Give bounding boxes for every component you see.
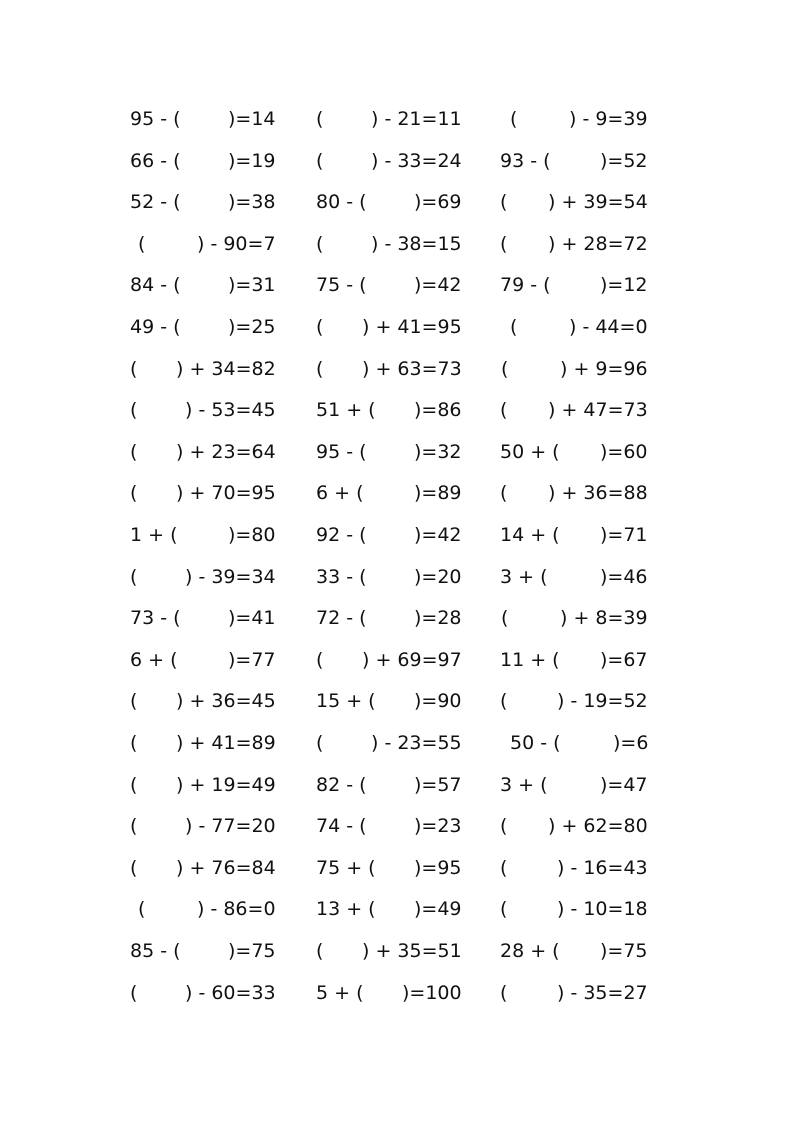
equation: [130, 440, 276, 464]
equation: [500, 648, 648, 672]
equation-left-part: (: [316, 233, 324, 255]
equation-left-part: (: [130, 815, 138, 837]
equation: [316, 149, 462, 173]
equation-right-part: ) - 33=24: [371, 150, 462, 172]
equation-right-part: ) - 86=0: [197, 898, 276, 920]
equation-left-part: (: [500, 815, 508, 837]
equation-left-part: 3 + (: [500, 774, 548, 796]
equation-right-part: ) + 19=49: [176, 774, 276, 796]
equation: [130, 357, 276, 381]
equation: [130, 606, 276, 630]
equation: [500, 939, 648, 963]
equation-right-part: )=6: [613, 732, 649, 754]
equation: [130, 689, 276, 713]
equation: [500, 981, 648, 1005]
equation: [130, 190, 276, 214]
equation-left-part: 3 + (: [500, 566, 548, 588]
equation: [316, 523, 462, 547]
equation-left-part: 49 - (: [130, 316, 181, 338]
equation: [316, 773, 462, 797]
equation: [130, 565, 276, 589]
equation: [500, 523, 648, 547]
equation-right-part: )=69: [414, 191, 462, 213]
equation-right-part: )=46: [600, 566, 648, 588]
equation: [316, 939, 462, 963]
equation-right-part: )=89: [414, 482, 462, 504]
equation: [130, 481, 276, 505]
equation: [500, 357, 648, 381]
equation-right-part: )=42: [414, 524, 462, 546]
equation-left-part: (: [316, 732, 324, 754]
equation-right-part: ) - 77=20: [185, 815, 276, 837]
equation-left-part: 6 + (: [316, 482, 364, 504]
equation-left-part: 79 - (: [500, 274, 551, 296]
equation-left-part: 66 - (: [130, 150, 181, 172]
equation-right-part: ) + 63=73: [362, 358, 462, 380]
equation-left-part: (: [500, 399, 508, 421]
equation: [500, 606, 648, 630]
equation-right-part: ) - 35=27: [557, 982, 648, 1004]
equation-right-part: ) + 62=80: [548, 815, 648, 837]
equation-right-part: )=28: [414, 607, 462, 629]
equation-right-part: )=25: [228, 316, 276, 338]
equation: [316, 565, 462, 589]
equation: [130, 107, 276, 131]
equation-right-part: )=71: [600, 524, 648, 546]
equation-left-part: 95 - (: [130, 108, 181, 130]
equation: [316, 273, 462, 297]
equation: [316, 440, 462, 464]
equation: [500, 565, 648, 589]
equation-left-part: (: [138, 233, 146, 255]
equation-left-part: (: [500, 482, 508, 504]
equation-right-part: )=95: [414, 857, 462, 879]
equation-right-part: )=86: [414, 399, 462, 421]
equation-left-part: 84 - (: [130, 274, 181, 296]
equation: [316, 232, 462, 256]
equation: [316, 190, 462, 214]
equation-left-part: (: [130, 566, 138, 588]
equation-right-part: )=90: [414, 690, 462, 712]
equation-right-part: ) + 34=82: [176, 358, 276, 380]
equation-right-part: ) - 38=15: [371, 233, 462, 255]
equation-right-part: )=100: [402, 982, 462, 1004]
equation: [316, 315, 462, 339]
equation-right-part: ) - 10=18: [557, 898, 648, 920]
equation-left-part: (: [130, 857, 138, 879]
equation: [500, 398, 648, 422]
equation-left-part: (: [500, 898, 508, 920]
equation: [130, 232, 276, 256]
equation-left-part: 14 + (: [500, 524, 560, 546]
equation-left-part: (: [130, 399, 138, 421]
equation: [130, 273, 276, 297]
equation: [500, 440, 648, 464]
equation: [500, 814, 648, 838]
equation-left-part: 33 - (: [316, 566, 367, 588]
equation: [130, 981, 276, 1005]
equation-left-part: (: [500, 233, 508, 255]
equation-right-part: ) - 16=43: [557, 857, 648, 879]
equation-left-part: (: [138, 898, 146, 920]
equation-right-part: ) + 9=96: [560, 358, 648, 380]
equation-right-part: ) - 44=0: [569, 316, 648, 338]
equation: [130, 731, 276, 755]
equation-left-part: 51 + (: [316, 399, 376, 421]
equation: [316, 398, 462, 422]
equation-right-part: )=38: [228, 191, 276, 213]
equation: [500, 315, 648, 339]
equation: [500, 190, 648, 214]
equation-right-part: )=41: [228, 607, 276, 629]
equation-right-part: ) - 23=55: [371, 732, 462, 754]
equation-right-part: )=12: [600, 274, 648, 296]
equation-left-part: (: [500, 982, 508, 1004]
equation: [316, 897, 462, 921]
equation-left-part: 1 + (: [130, 524, 178, 546]
equation-right-part: ) + 39=54: [548, 191, 648, 213]
equation-right-part: ) + 70=95: [176, 482, 276, 504]
equation-left-part: (: [316, 108, 324, 130]
equation-right-part: ) + 47=73: [548, 399, 648, 421]
equation-left-part: (: [510, 108, 518, 130]
equation-left-part: 13 + (: [316, 898, 376, 920]
equation-right-part: ) + 76=84: [176, 857, 276, 879]
equation-right-part: ) - 53=45: [185, 399, 276, 421]
equation-right-part: ) + 28=72: [548, 233, 648, 255]
equation-left-part: 50 - (: [510, 732, 561, 754]
equation-left-part: 92 - (: [316, 524, 367, 546]
equation: [316, 357, 462, 381]
equation: [130, 149, 276, 173]
equation: [316, 606, 462, 630]
equation: [316, 856, 462, 880]
equation: [130, 315, 276, 339]
equation-right-part: )=32: [414, 441, 462, 463]
equation: [500, 107, 648, 131]
equation: [316, 981, 462, 1005]
equation-left-part: (: [130, 358, 138, 380]
equation-left-part: 73 - (: [130, 607, 181, 629]
equation-left-part: 28 + (: [500, 940, 560, 962]
equation-right-part: )=57: [414, 774, 462, 796]
equation-right-part: )=80: [228, 524, 276, 546]
equation-right-part: )=23: [414, 815, 462, 837]
equation-left-part: (: [316, 150, 324, 172]
equation: [316, 731, 462, 755]
equation-left-part: (: [501, 358, 509, 380]
equation-right-part: )=67: [600, 649, 648, 671]
equation: [130, 648, 276, 672]
equation-right-part: )=49: [414, 898, 462, 920]
equation-left-part: (: [316, 649, 324, 671]
equation-right-part: ) + 36=45: [176, 690, 276, 712]
equation-left-part: (: [510, 316, 518, 338]
equation-right-part: )=60: [600, 441, 648, 463]
equation: [316, 648, 462, 672]
equation-left-part: 82 - (: [316, 774, 367, 796]
equation-left-part: 6 + (: [130, 649, 178, 671]
equation-left-part: (: [130, 441, 138, 463]
equation-right-part: )=42: [414, 274, 462, 296]
equation-right-part: ) + 8=39: [560, 607, 648, 629]
equation-left-part: 75 + (: [316, 857, 376, 879]
equation-left-part: (: [500, 191, 508, 213]
equation-right-part: ) - 90=7: [197, 233, 276, 255]
equation: [130, 856, 276, 880]
equation: [316, 107, 462, 131]
equation-left-part: (: [130, 774, 138, 796]
equation-left-part: 50 + (: [500, 441, 560, 463]
equation-left-part: 5 + (: [316, 982, 364, 1004]
equation-left-part: (: [500, 857, 508, 879]
equation-left-part: 11 + (: [500, 649, 560, 671]
equation-left-part: (: [130, 982, 138, 1004]
equation: [130, 523, 276, 547]
equation-left-part: 15 + (: [316, 690, 376, 712]
equation-right-part: )=20: [414, 566, 462, 588]
equation-right-part: ) + 36=88: [548, 482, 648, 504]
equation-right-part: )=14: [228, 108, 276, 130]
equation-left-part: (: [500, 690, 508, 712]
equation: [500, 689, 648, 713]
equation-right-part: ) - 39=34: [185, 566, 276, 588]
equation-left-part: (: [316, 358, 324, 380]
equation-right-part: ) - 9=39: [569, 108, 648, 130]
equation-right-part: )=47: [600, 774, 648, 796]
equation-right-part: )=52: [600, 150, 648, 172]
equation: [500, 773, 648, 797]
equation-right-part: )=77: [228, 649, 276, 671]
equation-left-part: 52 - (: [130, 191, 181, 213]
equation: [500, 897, 648, 921]
equation-right-part: ) - 19=52: [557, 690, 648, 712]
equation: [130, 939, 276, 963]
equation-right-part: )=75: [228, 940, 276, 962]
equation: [130, 773, 276, 797]
equation: [130, 897, 276, 921]
equation-right-part: )=75: [600, 940, 648, 962]
equation-left-part: (: [130, 732, 138, 754]
equation-right-part: ) + 35=51: [362, 940, 462, 962]
equation-right-part: )=19: [228, 150, 276, 172]
equation-right-part: ) + 69=97: [362, 649, 462, 671]
equation-left-part: (: [130, 482, 138, 504]
equation-left-part: 93 - (: [500, 150, 551, 172]
equation-left-part: 75 - (: [316, 274, 367, 296]
equation-left-part: 80 - (: [316, 191, 367, 213]
equation: [130, 814, 276, 838]
equation: [500, 856, 648, 880]
equation-right-part: ) + 23=64: [176, 441, 276, 463]
equation-right-part: ) - 60=33: [185, 982, 276, 1004]
equation-left-part: 85 - (: [130, 940, 181, 962]
equation-right-part: ) - 21=11: [371, 108, 462, 130]
equation: [130, 398, 276, 422]
equation: [500, 232, 648, 256]
equation-left-part: 72 - (: [316, 607, 367, 629]
equation: [500, 273, 648, 297]
equation: [316, 814, 462, 838]
equation: [316, 689, 462, 713]
equation-left-part: (: [130, 690, 138, 712]
equation: [500, 731, 648, 755]
equation: [316, 481, 462, 505]
equation: [500, 149, 648, 173]
equation-right-part: )=31: [228, 274, 276, 296]
equation-left-part: (: [316, 940, 324, 962]
equation-left-part: 74 - (: [316, 815, 367, 837]
equation-left-part: (: [316, 316, 324, 338]
equation-right-part: ) + 41=89: [176, 732, 276, 754]
equation-left-part: 95 - (: [316, 441, 367, 463]
equation-right-part: ) + 41=95: [362, 316, 462, 338]
equation: [500, 481, 648, 505]
equation-left-part: (: [501, 607, 509, 629]
